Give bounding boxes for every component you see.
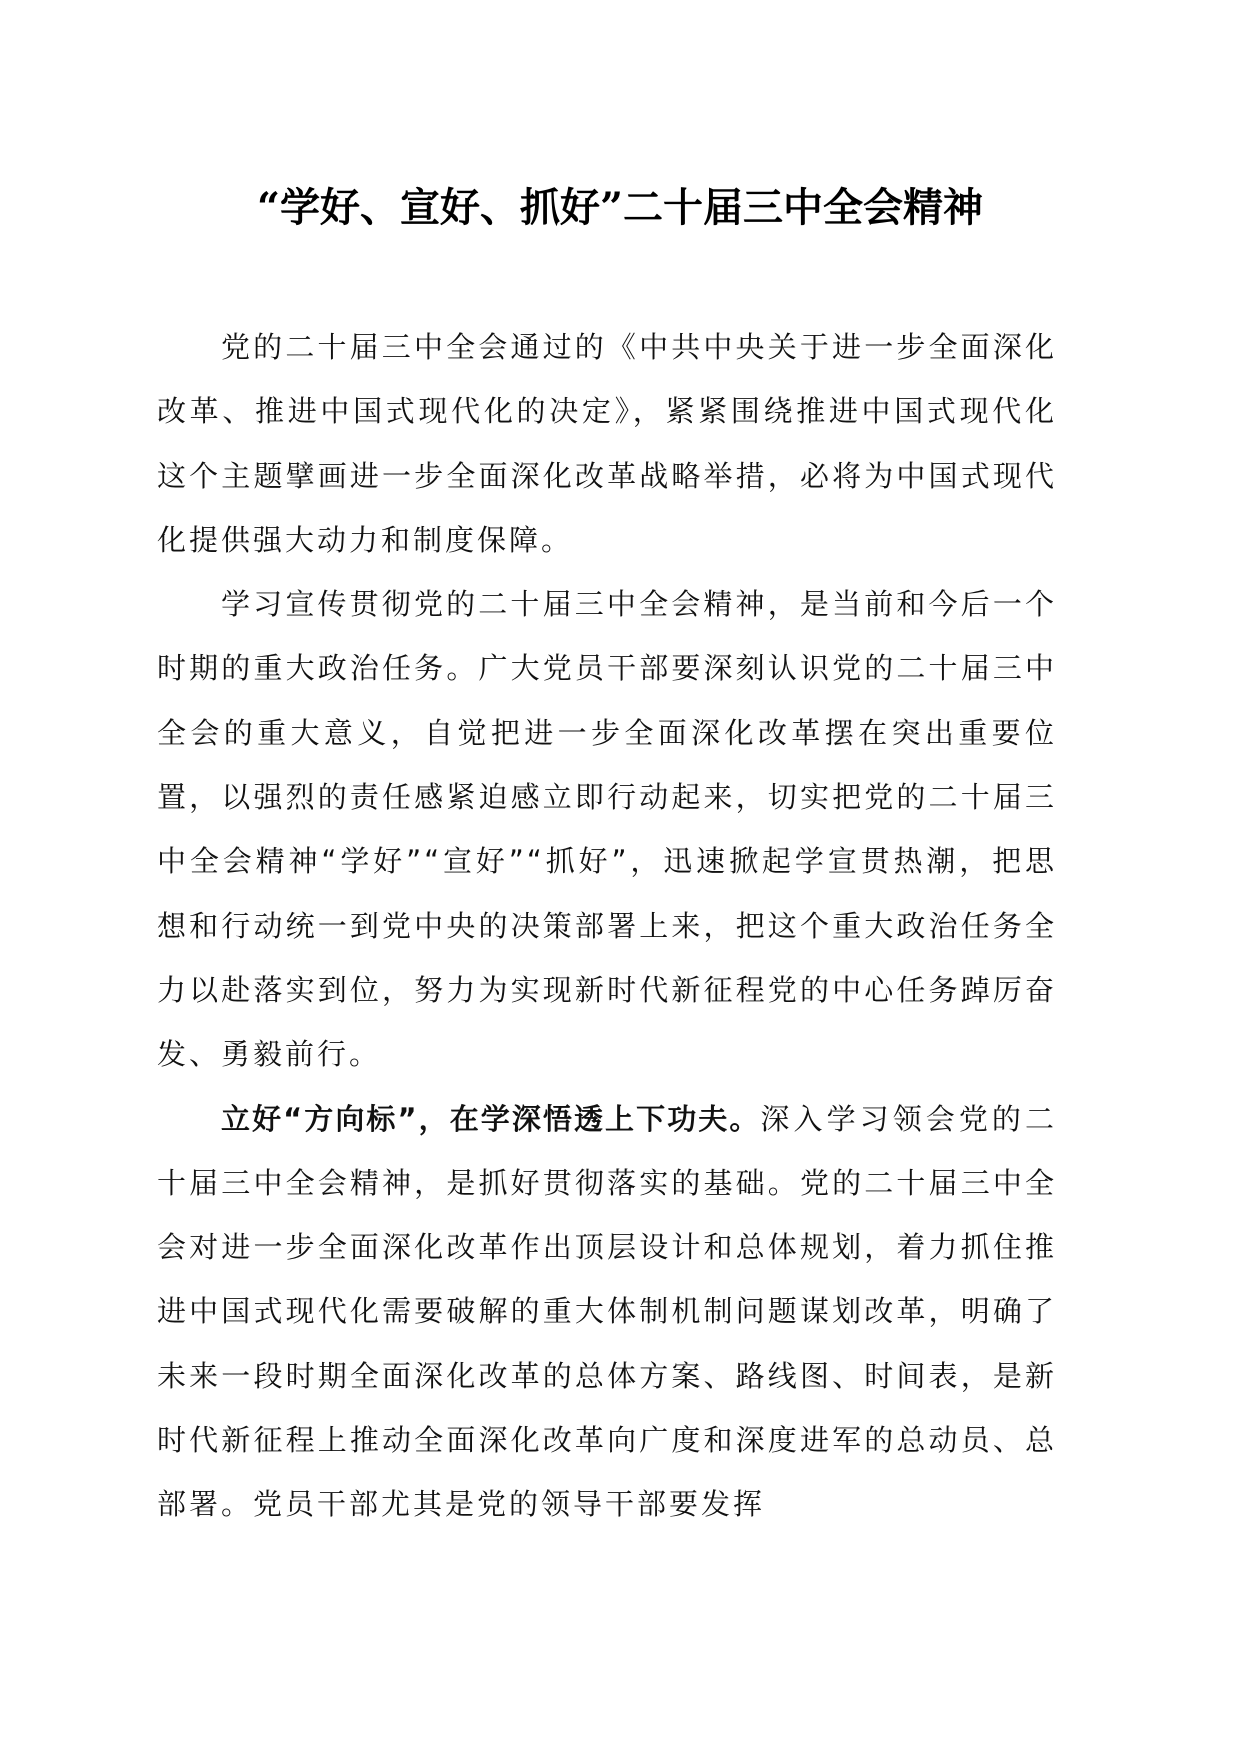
paragraph-1-text: 党的二十届三中全会通过的《中共中央关于进一步全面深化改革、推进中国式现代化的决定》，紧紧围绕推进中国式现代化这个主题擘画进一步全面深化改革战略举措，必将为中国式现代化提供强大动力和制度保障。 <box>157 330 1057 557</box>
paragraph-3-text: 深入学习领会党的二十届三中全会精神，是抓好贯彻落实的基础。党的二十届三中全会对进一步全面深化改革作出顶层设计和总体规划，着力抓住推进中国式现代化需要破解的重大体制机制问题谋划改革，明确了未来一段时期全面深化改革的总体方案、路线图、时间表，是新时代新征程上推动全面深化改革向广度和深度进军的总动员、总部署。党员干部尤其是党的领导干部要发挥 <box>157 1101 1057 1522</box>
document-body <box>157 315 1057 1537</box>
paragraph-1 <box>157 315 1057 572</box>
document-title: “学好、宣好、抓好”二十届三中全会精神 <box>256 184 983 231</box>
paragraph-2-text: 学习宣传贯彻党的二十届三中全会精神，是当前和今后一个时期的重大政治任务。广大党员干部要深刻认识党的二十届三中全会的重大意义，自觉把进一步全面深化改革摆在突出重要位置，以强烈的责任感紧迫感立即行动起来，切实把党的二十届三中全会精神“学好”“宣好”“抓好”，迅速掀起学宣贯热潮，把思想和行动统一到党中央的决策部署上来，把这个重大政治任务全力以赴落实到位，努力为实现新时代新征程党的中心任务踔厉奋发、勇毅前行。 <box>157 587 1057 1072</box>
paragraph-2 <box>157 572 1057 1086</box>
paragraph-3 <box>157 1087 1057 1537</box>
paragraph-3-heading: 立好“方向标”，在学深悟透上下功夫。 <box>221 1101 761 1136</box>
